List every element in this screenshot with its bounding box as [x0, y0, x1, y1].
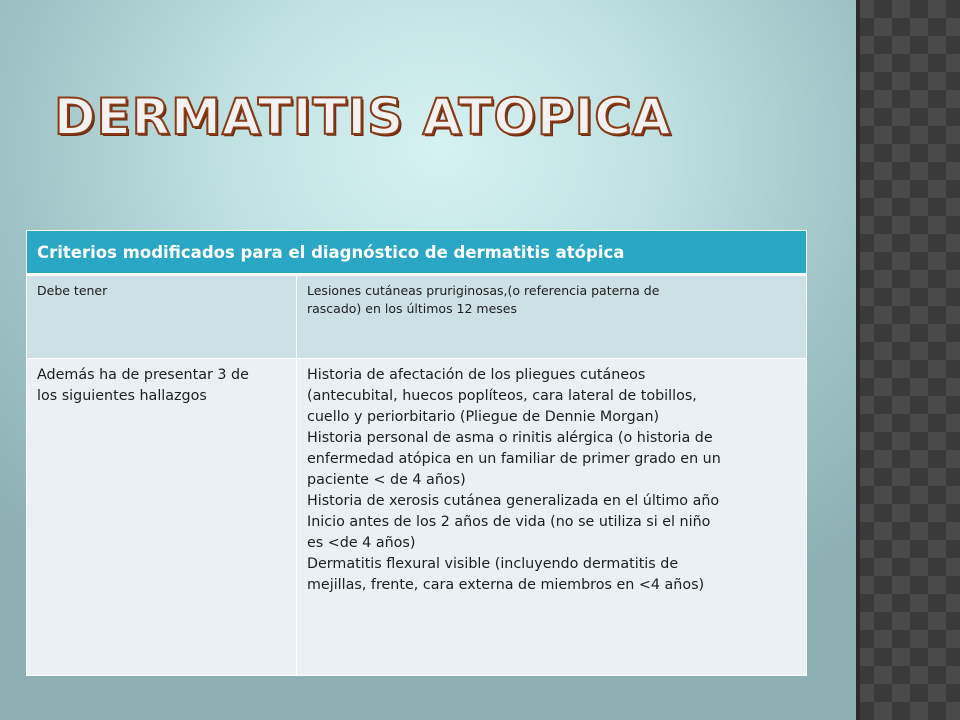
row-content: [297, 275, 807, 359]
table-row: [27, 359, 807, 676]
content-line: Historia personal de asma o rinitis alérgica (o historia de: [307, 430, 713, 446]
criteria-table: [26, 230, 807, 676]
decorative-side-panel: [856, 0, 960, 720]
content-line: Lesiones cutáneas pruriginosas,(o referencia paterna de: [307, 283, 660, 298]
content-line: cuello y periorbitario (Pliegue de Dennie Morgan): [307, 409, 660, 425]
row-label: Debe tener: [27, 275, 297, 359]
content-line: Inicio antes de los 2 años de vida (no se utiliza si el niño: [307, 514, 711, 530]
table-header-row: [27, 231, 807, 275]
content-line: (antecubital, huecos poplíteos, cara lateral de tobillos,: [307, 388, 697, 404]
content-line: Historia de afectación de los pliegues cutáneos: [307, 367, 646, 383]
content-line: Historia de xerosis cutánea generalizada en el último año: [307, 493, 720, 509]
content-line: rascado) en los últimos 12 meses: [307, 301, 518, 316]
slide-title: DERMATITIS ATOPICA: [54, 88, 672, 146]
content-line: mejillas, frente, cara externa de miembros en <4 años): [307, 577, 705, 593]
row-content: [297, 359, 807, 676]
content-line: Dermatitis flexural visible (incluyendo dermatitis de: [307, 556, 679, 572]
label-line: los siguientes hallazgos: [37, 388, 207, 404]
content-line: enfermedad atópica en un familiar de primer grado en un: [307, 451, 721, 467]
table-row: [27, 275, 807, 359]
label-line: Además ha de presentar 3 de: [37, 367, 249, 383]
table-header: Criterios modificados para el diagnóstico de dermatitis atópica: [27, 231, 807, 275]
content-line: es <de 4 años): [307, 535, 416, 551]
row-label: [27, 359, 297, 676]
content-line: paciente < de 4 años): [307, 472, 466, 488]
